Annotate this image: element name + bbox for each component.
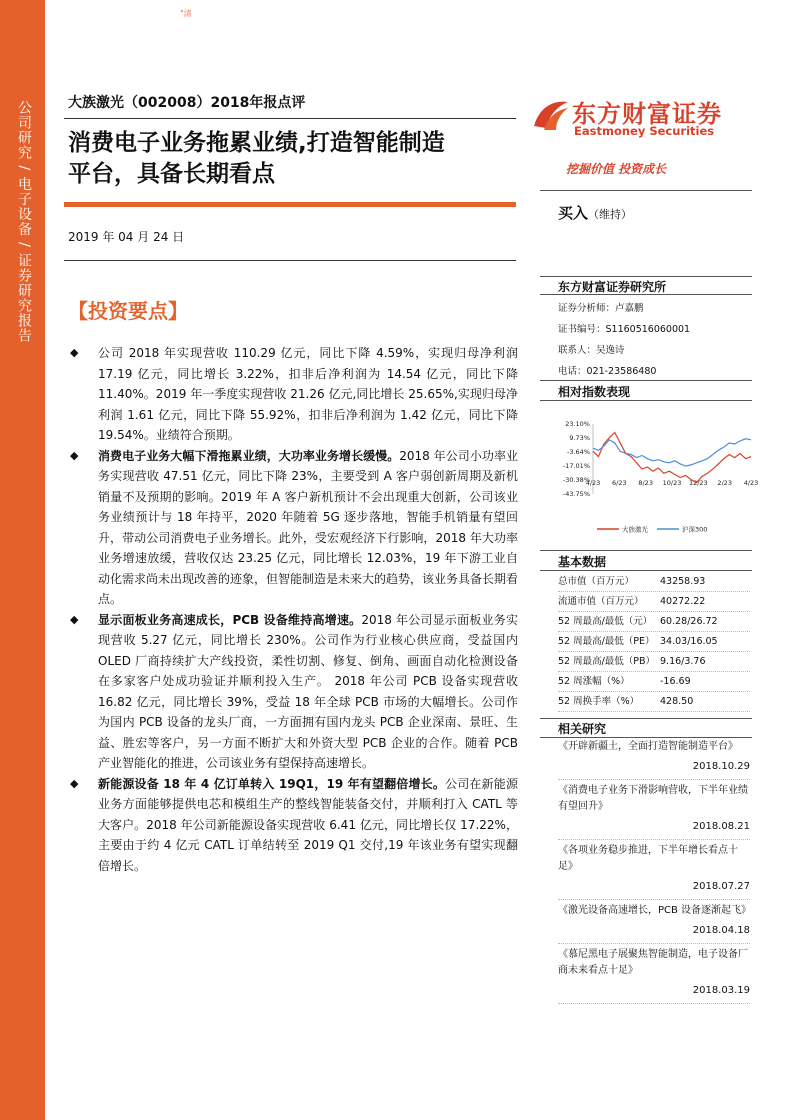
- basic-data-row: [558, 692, 750, 712]
- related-research-item[interactable]: [558, 944, 750, 1004]
- rating: [558, 202, 632, 223]
- basic-data-row: [558, 572, 750, 592]
- chart-x-tick-label: 12/23: [688, 479, 708, 487]
- related-research-item[interactable]: [558, 900, 750, 944]
- header-rule: [64, 118, 516, 119]
- right-rule-basic-under: [540, 570, 752, 571]
- chart-x-tick-label: 6/23: [612, 479, 627, 487]
- basic-data-row: [558, 672, 750, 692]
- point-2: [68, 446, 518, 610]
- related-research-title-text[interactable]: 《各项业务稳步推进，下半年增长看点十足》: [558, 845, 738, 872]
- basic-data-table: [558, 572, 750, 712]
- right-rule-top: [540, 190, 752, 191]
- basic-data-row: [558, 612, 750, 632]
- point-text: 公司 2018 年实现营收 110.29 亿元，同比下降 4.59%，实现归母净利润 17.19 亿元，同比增长 3.22%，扣非后净利润为 14.54 亿元，同比下降 11.40%。2019 年一季度实现营收 21.26 亿元,同比增长 25.65%,实现归母净利润 1.61 亿元，同比下降 55.92%，扣非后净利润为 1.42 亿元，同比下降 19.54%。业绩符合预期。: [98, 346, 518, 442]
- title-line-1: 消费电子业务拖累业绩,打造智能制造: [68, 130, 445, 156]
- basic-data-key: 52 周涨幅（%）: [558, 676, 630, 687]
- basic-data-row: [558, 652, 750, 672]
- chart-y-tick-label: 23.10%: [565, 420, 590, 428]
- basic-data-value: 428.50: [660, 696, 694, 707]
- analyst-cert: 证书编号：S1160516060001: [558, 324, 691, 335]
- related-research-title-text[interactable]: 《激光设备高速增长，PCB 设备逐渐起飞》: [558, 905, 752, 916]
- left-sidebar-band: [0, 0, 45, 1120]
- related-research-date: 2018.03.19: [692, 985, 750, 996]
- chart-series-line-1: [593, 439, 751, 466]
- brand-slogan: 挖掘价值 投资成长: [566, 162, 667, 176]
- rating-note: （维持）: [588, 208, 633, 221]
- related-research-date: 2018.04.18: [692, 925, 750, 936]
- chart-x-tick-label: 2/23: [717, 479, 732, 487]
- related-research-item[interactable]: [558, 780, 750, 840]
- related-research-date: 2018.07.27: [692, 881, 750, 892]
- right-rule-basic: [540, 550, 752, 551]
- chart-legend-label: 沪深300: [682, 525, 708, 534]
- related-research-title-text[interactable]: 《慕尼黑电子展聚焦智能制造，电子设备厂商未来看点十足》: [558, 949, 748, 976]
- report-title: [68, 128, 518, 190]
- brand-mark-icon: [530, 96, 570, 132]
- basic-data-value: 34.03/16.05: [660, 636, 718, 647]
- diamond-bullet-icon: ◆: [70, 612, 79, 626]
- point-4: [68, 774, 518, 877]
- analyst-name: 证券分析师：卢嘉鹏: [558, 303, 644, 314]
- right-rule-analyst: [540, 276, 752, 277]
- chart-x-tick-label: 4/23: [585, 479, 601, 487]
- basic-data-key: 52 周最高/最低（PE）: [558, 636, 655, 647]
- contact-phone: 电话：021-23586480: [558, 366, 657, 377]
- date-rule: [64, 260, 516, 261]
- related-research-item[interactable]: [558, 840, 750, 900]
- point-1: [68, 343, 518, 446]
- basic-data-title: 基本数据: [558, 555, 607, 569]
- right-rule-related: [540, 718, 752, 719]
- basic-data-value: 60.28/26.72: [660, 616, 718, 627]
- chart-y-tick-label: -30.38%: [562, 476, 590, 484]
- related-research-title-text[interactable]: 《消费电子业务下滑影响营收，下半年业绩有望回升》: [558, 785, 748, 812]
- basic-data-key: 52 周最高/最低（PB）: [558, 656, 656, 667]
- chart-x-tick-label: 4/23: [743, 479, 759, 487]
- chart-legend-label: 大族激光: [622, 525, 648, 534]
- chart-y-tick-label: -17.01%: [562, 462, 590, 470]
- related-research-title: 相关研究: [558, 722, 607, 736]
- basic-data-value: -16.69: [660, 676, 691, 687]
- right-rule-chart: [540, 380, 752, 381]
- right-rule-chart-under: [540, 400, 752, 401]
- analyst-section-title: 东方财富证券研究所: [558, 280, 667, 294]
- basic-data-value: 40272.22: [660, 596, 706, 607]
- brand-logo: [530, 92, 750, 142]
- related-research-title-text[interactable]: 《开辟新疆土，全面打造智能制造平台》: [558, 741, 738, 752]
- basic-data-key: 流通市值（百万元）: [558, 596, 644, 607]
- diamond-bullet-icon: ◆: [70, 776, 79, 790]
- report-head: 大族激光（002008）2018年报点评: [68, 95, 306, 111]
- chart-series-line-0: [593, 433, 751, 483]
- basic-data-row: [558, 592, 750, 612]
- report-date: 2019 年 04 月 24 日: [68, 230, 185, 244]
- corner-mark: "清: [180, 9, 192, 18]
- related-research-list: [558, 736, 750, 1004]
- basic-data-row: [558, 632, 750, 652]
- basic-data-value: 9.16/3.76: [660, 656, 706, 667]
- basic-data-key: 总市值（百万元）: [558, 576, 635, 587]
- brand-name-en: Eastmoney Securities: [574, 124, 715, 138]
- chart-y-tick-label: -3.64%: [567, 448, 590, 456]
- basic-data-value: 43258.93: [660, 576, 706, 587]
- sidebar-category-text: 公司研究 / 电子设备 / 证券研究报告: [16, 100, 32, 344]
- chart-y-tick-label: -43.75%: [562, 490, 590, 498]
- related-research-date: 2018.08.21: [692, 821, 750, 832]
- related-research-date: 2018.10.29: [692, 761, 750, 772]
- chart-title: 相对指数表现: [558, 385, 631, 399]
- rating-value: 买入: [558, 204, 589, 222]
- contact-person: 联系人：吴逸诗: [558, 345, 625, 356]
- related-research-item[interactable]: [558, 736, 750, 780]
- key-points-body: [68, 343, 518, 876]
- title-accent-rule: [64, 202, 516, 207]
- point-head: 显示面板业务高速成长，PCB 设备维持高增速。: [98, 612, 362, 627]
- diamond-bullet-icon: ◆: [70, 448, 79, 462]
- key-points-title: 【投资要点】: [68, 299, 188, 323]
- chart-x-tick-label: 10/23: [662, 479, 682, 487]
- brand-name-cn: 东方财富证券: [572, 100, 722, 128]
- basic-data-key: 52 周最高/最低（元）: [558, 616, 653, 627]
- right-rule-analyst-under: [540, 294, 752, 295]
- point-head: 新能源设备 18 年 4 亿订单转入 19Q1，19 年有望翻倍增长。: [98, 776, 446, 791]
- title-line-2: 平台，具备长期看点: [68, 161, 275, 187]
- point-text: 2018 年公司显示面板业务实现营收 5.27 亿元，同比增长 230%。公司作为行业核心供应商，受益国内 OLED 厂商持续扩大产线投资，柔性切割、修复、倒角、画面自动化检测设备在多家客户处成功验证并顺利投入生产。 2018 年公司 PCB 设备实现营收 16.82 亿元，同比增长 39%，受益 18 年全球 PCB 市场的大幅增长。公司作为国内 PCB 设备的龙头厂商，一方面拥有国内龙头 PCB 企业深南、景旺、生益、胜宏等客户，另一方面不断扩大和外资大型 PCB 企业的合作。随着 PCB 产业智能化的推进，公司该业务有望保持高速增长。: [98, 612, 518, 770]
- chart-y-tick-label: 9.73%: [569, 434, 590, 442]
- basic-data-key: 52 周换手率（%）: [558, 696, 640, 707]
- relative-index-chart: [555, 414, 759, 544]
- point-text: 2018 年公司小功率业务实现营收 47.51 亿元，同比下降 23%，主要受到 A 客户弱创新周期及新机销量不及预期的影响。2019 年 A 客户新机预计不会出现重大创新，公司该业务业绩预计与 18 年持平，2020 年随着 5G 逐步落地，智能手机销量有望回升，带动公司消费电子业务增长。此外，受宏观经济下行影响，2018 年大功率业务增速放缓，营收仅达 23.25 亿元，同比增长 12.03%，19 年下游工业自动化需求尚未出现改善的迹象，但智能制造是未来大的趋势，该业务具备长期看点。: [98, 448, 519, 606]
- point-3: [68, 610, 518, 774]
- point-head: 消费电子业务大幅下滑拖累业绩，大功率业务增长缓慢。: [98, 448, 400, 463]
- diamond-bullet-icon: ◆: [70, 346, 79, 359]
- chart-x-tick-label: 8/23: [638, 479, 653, 487]
- point-text: 公司在新能源业务方面能够提供电芯和模组生产的整线智能装备交付，并顺利打入 CATL 等大客户。2018 年公司新能源设备实现营收 6.41 亿元，同比增长仅 17.22%，主要由于约 4 亿元 CATL 订单结转至 2019 Q1 交付,19 年该业务有望实现翻倍增长。: [98, 776, 518, 873]
